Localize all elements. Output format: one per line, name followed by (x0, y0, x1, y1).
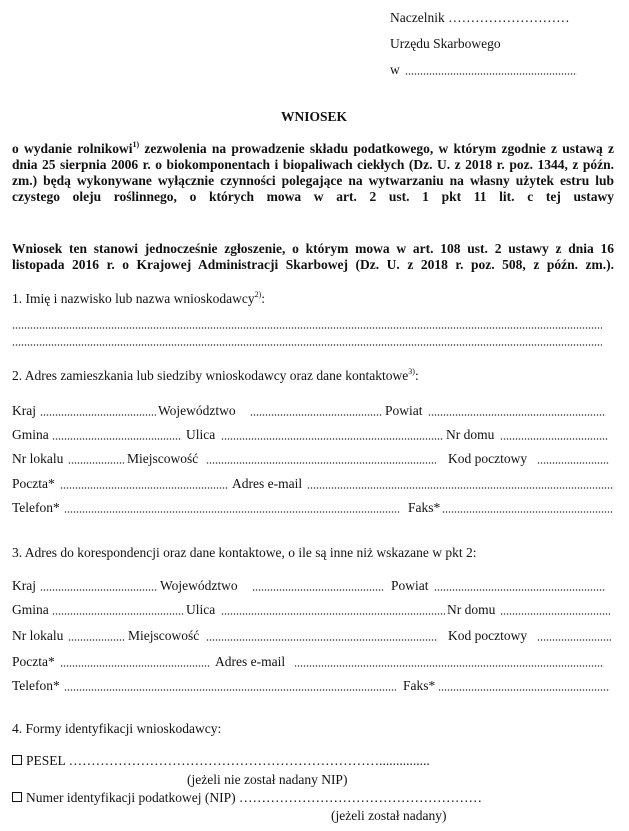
s3-gmina-label: Gmina (12, 602, 49, 617)
s3-nr-lokalu-field[interactable] (68, 639, 124, 641)
section-2-label: 2. Adres zamieszkania lub siedziby wnioskodawcy oraz dane kontaktowe$^{3)}$: (12, 367, 419, 383)
s2-gmina-label: Gmina (12, 427, 49, 442)
notice-paragraph: Wniosek ten stanowi jednocześnie zgłoszenie, o którym mowa w art. 108 ust. 2 ustawy z dnia 16 listopada 2016 r. o Krajowej Administracji Skarbowej (Dz. U. z 2018 r. poz. 508, z późn. zm.). (12, 241, 614, 272)
s2-kod-field[interactable] (537, 462, 609, 464)
s3-kod-field[interactable] (537, 639, 611, 641)
s2-faks-label: Faks* (408, 500, 441, 515)
intro-paragraph: o wydanie rolnikowi$^{1)}$ zezwolenia na prowadzenie składu podatkowego, w którym zgodnie z ustawą z dnia 25 sierpnia 2006 r. o biokomponentach i biopaliwach ciekłych (Dz. U. z 2018 r. poz. 1344, z późn. zm.) będą wykonywane wyłącznie czynności polegające na wytwarzaniu na własny użytek estru lub czystego oleju roślinnego, o których mowa w art. 2 ust. 1 pkt 11 lit. c tej ustawy (12, 140, 614, 204)
s3-poczta-field[interactable] (60, 665, 210, 667)
s3-poczta-label: Poczta* (12, 654, 55, 669)
nip-label: Numer identyfikacji podatkowej (NIP) ……………………………………………… (26, 790, 482, 805)
nip-checkbox[interactable] (12, 792, 22, 802)
s3-ulica-label: Ulica (186, 602, 216, 617)
s2-telefon-label: Telefon* (12, 500, 60, 515)
s2-ulica-label: Ulica (186, 427, 216, 442)
s3-wojewodztwo-label: Województwo (160, 578, 238, 593)
nip-row (12, 790, 482, 806)
pesel-label: PESEL ……………………………………………………………............... (26, 753, 430, 768)
s2-kod-label: Kod pocztowy (448, 451, 528, 466)
s2-email-label: Adres e-mail (232, 476, 303, 491)
footnote-1-marker: 1) (132, 140, 140, 149)
addressee-line-2: Urzędu Skarbowego (390, 36, 501, 51)
s3-miejscowosc-label: Miejscowość (128, 628, 200, 643)
s2-wojewodztwo-label: Województwo (158, 403, 236, 418)
s2-email-field[interactable] (307, 487, 614, 489)
section-4-label: 4. Formy identyfikacji wnioskodawcy: (12, 721, 222, 736)
s2-telefon-field[interactable] (64, 511, 400, 513)
applicant-name-field-2[interactable] (12, 344, 602, 346)
s3-miejscowosc-field[interactable] (206, 639, 438, 641)
s3-nr-lokalu-label: Nr lokalu (12, 628, 64, 643)
s2-miejscowosc-field[interactable] (206, 462, 436, 464)
s2-gmina-field[interactable] (52, 438, 182, 440)
s2-powiat-label: Powiat (385, 403, 423, 418)
s3-faks-field[interactable] (438, 689, 610, 691)
s2-poczta-label: Poczta* (12, 476, 55, 491)
s2-nr-domu-label: Nr domu (446, 427, 495, 442)
s2-nr-lokalu-label: Nr lokalu (12, 451, 64, 466)
s2-powiat-field[interactable] (428, 414, 606, 416)
addressee-line-1: Naczelnik ……………………… (390, 10, 570, 25)
s2-miejscowosc-label: Miejscowość (127, 451, 199, 466)
s2-kraj-label: Kraj (12, 403, 36, 418)
s3-gmina-field[interactable] (52, 613, 184, 615)
s2-poczta-field[interactable] (60, 487, 228, 489)
s3-wojewodztwo-field[interactable] (252, 589, 384, 591)
s3-ulica-field[interactable] (221, 613, 445, 615)
s3-telefon-label: Telefon* (12, 678, 60, 693)
s3-email-label: Adres e-mail (215, 654, 286, 669)
s3-kod-label: Kod pocztowy (448, 628, 528, 643)
s3-telefon-field[interactable] (64, 689, 396, 691)
document-title: WNIOSEK (281, 109, 348, 124)
s3-nr-domu-label: Nr domu (447, 602, 496, 617)
s2-faks-field[interactable] (442, 511, 612, 513)
pesel-row (12, 753, 430, 769)
s3-powiat-field[interactable] (434, 589, 606, 591)
applicant-name-field-1[interactable] (12, 327, 602, 329)
s2-nr-domu-field[interactable] (500, 438, 608, 440)
s2-wojewodztwo-field[interactable] (250, 414, 382, 416)
s2-kraj-field[interactable] (40, 414, 156, 416)
s3-nr-domu-field[interactable] (500, 613, 610, 615)
addressee-line-3: w (390, 62, 400, 77)
section-3-label: 3. Adres do korespondencji oraz dane kontaktowe, o ile są inne niż wskazane w pkt 2: (12, 545, 477, 560)
s3-powiat-label: Powiat (391, 578, 429, 593)
s2-ulica-field[interactable] (221, 438, 443, 440)
pesel-checkbox[interactable] (12, 755, 22, 765)
section-1-label: 1. Imię i nazwisko lub nazwa wnioskodawcy$^{2)}$: (12, 290, 266, 306)
addressee-office-field[interactable] (405, 73, 577, 75)
s2-nr-lokalu-field[interactable] (68, 462, 124, 464)
pesel-note: (jeżeli nie został nadany NIP) (187, 772, 348, 787)
s3-kraj-label: Kraj (12, 578, 36, 593)
nip-note: (jeżeli został nadany) (331, 808, 447, 823)
s3-email-field[interactable] (294, 665, 604, 667)
s3-kraj-field[interactable] (40, 589, 158, 591)
s3-faks-label: Faks* (403, 678, 436, 693)
